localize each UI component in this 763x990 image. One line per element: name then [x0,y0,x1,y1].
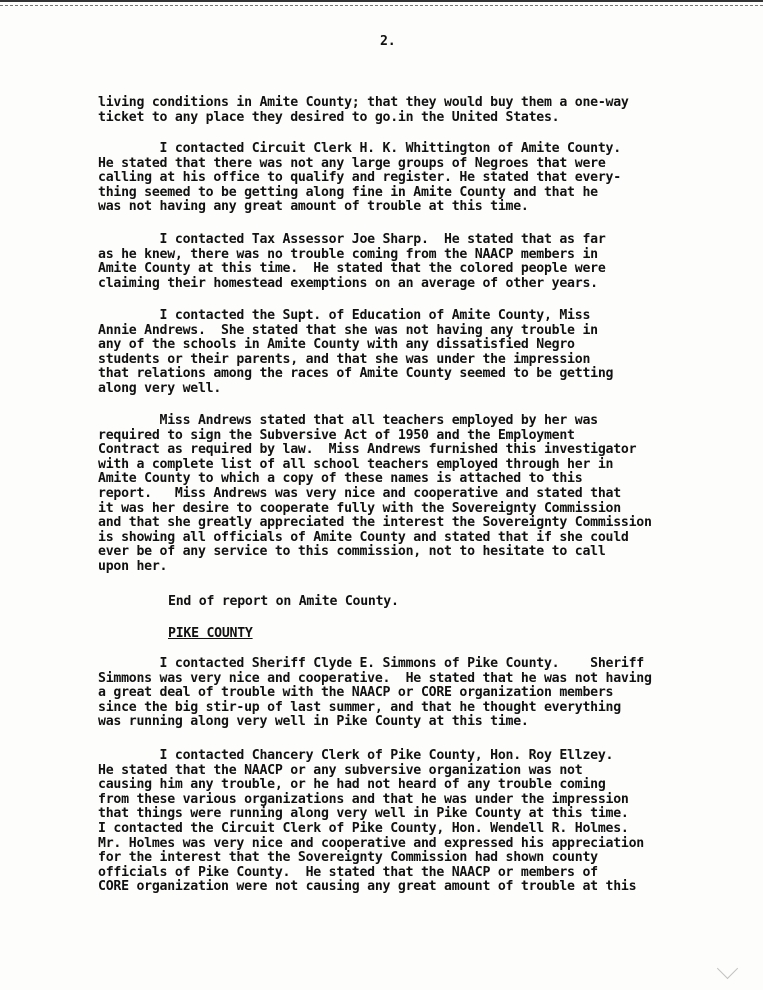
page-number: 2. [380,34,396,49]
top-edge-rule [0,0,763,6]
paragraph-circuit-clerk-amite: I contacted Circuit Clerk H. K. Whittington of Amite County. He stated that there was not any large groups of Negroes that were calling at his office to qualify and register. He stated that every- thing seemed to be getting along fine in Amite County and that he was not having any great amount of trouble at this time. [98,141,621,215]
paragraph-sheriff-pike: I contacted Sheriff Clyde E. Simmons of Pike County. Sheriff Simmons was very nice and cooperative. He stated that he was not having a great deal of trouble with the NAACP or CORE organization members since the big stir-up of last summer, and that he thought everything was running along very well in Pike County at this time. [98,656,652,730]
paragraph-teachers-list: Miss Andrews stated that all teachers employed by her was required to sign the Subversive Act of 1950 and the Employment Contract as required by law. Miss Andrews furnished this investigator with a complete list of all school teachers employed through her in Amite County to which a copy of these names is attached to this report. Miss Andrews was very nice and cooperative and stated that it was her desire to cooperate fully with the Sovereignty Commission and that she greatly appreciated the interest the Sovereignty Commission is showing all officials of Amite County and stated that if she could ever be of any service to this commission, not to hesitate to call upon her. [98,413,652,574]
paragraph-supt-education: I contacted the Supt. of Education of Amite County, Miss Annie Andrews. She stated that she was not having any trouble in any of the schools in Amite County with any dissatisfied Negro students or their parents, and that she was under the impression that relations among the races of Amite County seemed to be getting along very well. [98,308,614,396]
section-heading-pike-county: PIKE COUNTY [168,626,253,641]
paragraph-living-conditions: living conditions in Amite County; that they would buy them a one-way ticket to any place they desired to go.in the United States. [98,95,629,125]
paragraph-end-of-report: End of report on Amite County. [168,594,399,609]
paragraph-tax-assessor: I contacted Tax Assessor Joe Sharp. He stated that as far as he knew, there was no trouble coming from the NAACP members in Amite County at this time. He stated that the colored people were claiming their homestead exemptions on an average of other years. [98,232,606,291]
corner-mark [717,958,738,979]
paragraph-chancery-clerk-pike: I contacted Chancery Clerk of Pike County, Hon. Roy Ellzey. He stated that the NAACP or any subversive organization was not causing him any trouble, or he had not heard of any trouble coming from these various organizations and that he was under the impression that things were running along very well in Pike County at this time. I contacted the Circuit Clerk of Pike County, Hon. Wendell R. Holmes. Mr. Holmes was very nice and cooperative and expressed his appreciation for the interest that the Sovereignty Commission had shown county officials of Pike County. He stated that the NAACP or members of CORE organization were not causing any great amount of trouble at this [98,748,644,895]
